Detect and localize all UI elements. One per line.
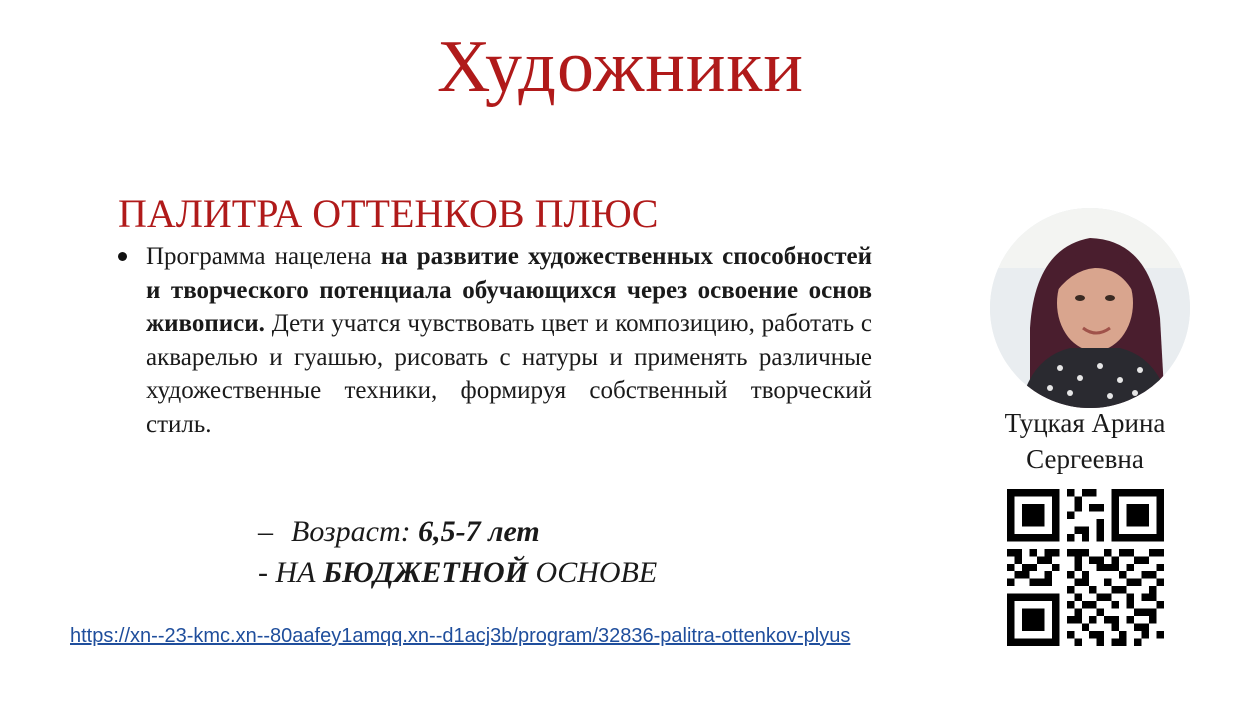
teacher-photo xyxy=(990,208,1190,408)
bullet-icon xyxy=(118,252,127,261)
teacher-name xyxy=(980,405,1190,477)
budget-suffix: ОСНОВЕ xyxy=(528,556,658,589)
qr-code[interactable] xyxy=(1007,489,1164,646)
description-intro: Программа нацелена xyxy=(146,243,381,270)
page-title: Художники xyxy=(437,26,804,108)
age-dash: – xyxy=(258,515,273,548)
teacher-first-line: Туцкая Арина xyxy=(1004,408,1166,438)
program-link[interactable]: https://xn--23-kmc.xn--80aafey1amqq.xn--d1acj3b/program/32836-palitra-ottenkov-plyus xyxy=(70,625,851,647)
program-description xyxy=(118,240,872,441)
budget-bold: БЮДЖЕТНОЙ xyxy=(322,556,529,589)
age-line xyxy=(258,515,540,549)
budget-prefix: - НА xyxy=(258,556,323,589)
description-rest: Дети учатся чувствовать цвет и композицию, работать с акварелью и гуашью, рисовать с натуры и применять различные художественные техники, формируя собственный творческий стиль. xyxy=(146,310,872,438)
budget-line xyxy=(258,556,657,590)
description-highlight: на развитие художественных способностей и творческого потенциала обучающихся через освоение основ живописи. xyxy=(146,243,873,337)
age-value: 6,5-7 лет xyxy=(418,515,540,548)
description-text xyxy=(146,240,872,441)
age-label: Возраст: xyxy=(291,515,419,548)
teacher-second-line: Сергеевна xyxy=(1026,444,1144,474)
portrait-image xyxy=(990,208,1190,408)
program-name: ПАЛИТРА ОТТЕНКОВ ПЛЮС xyxy=(118,191,659,236)
